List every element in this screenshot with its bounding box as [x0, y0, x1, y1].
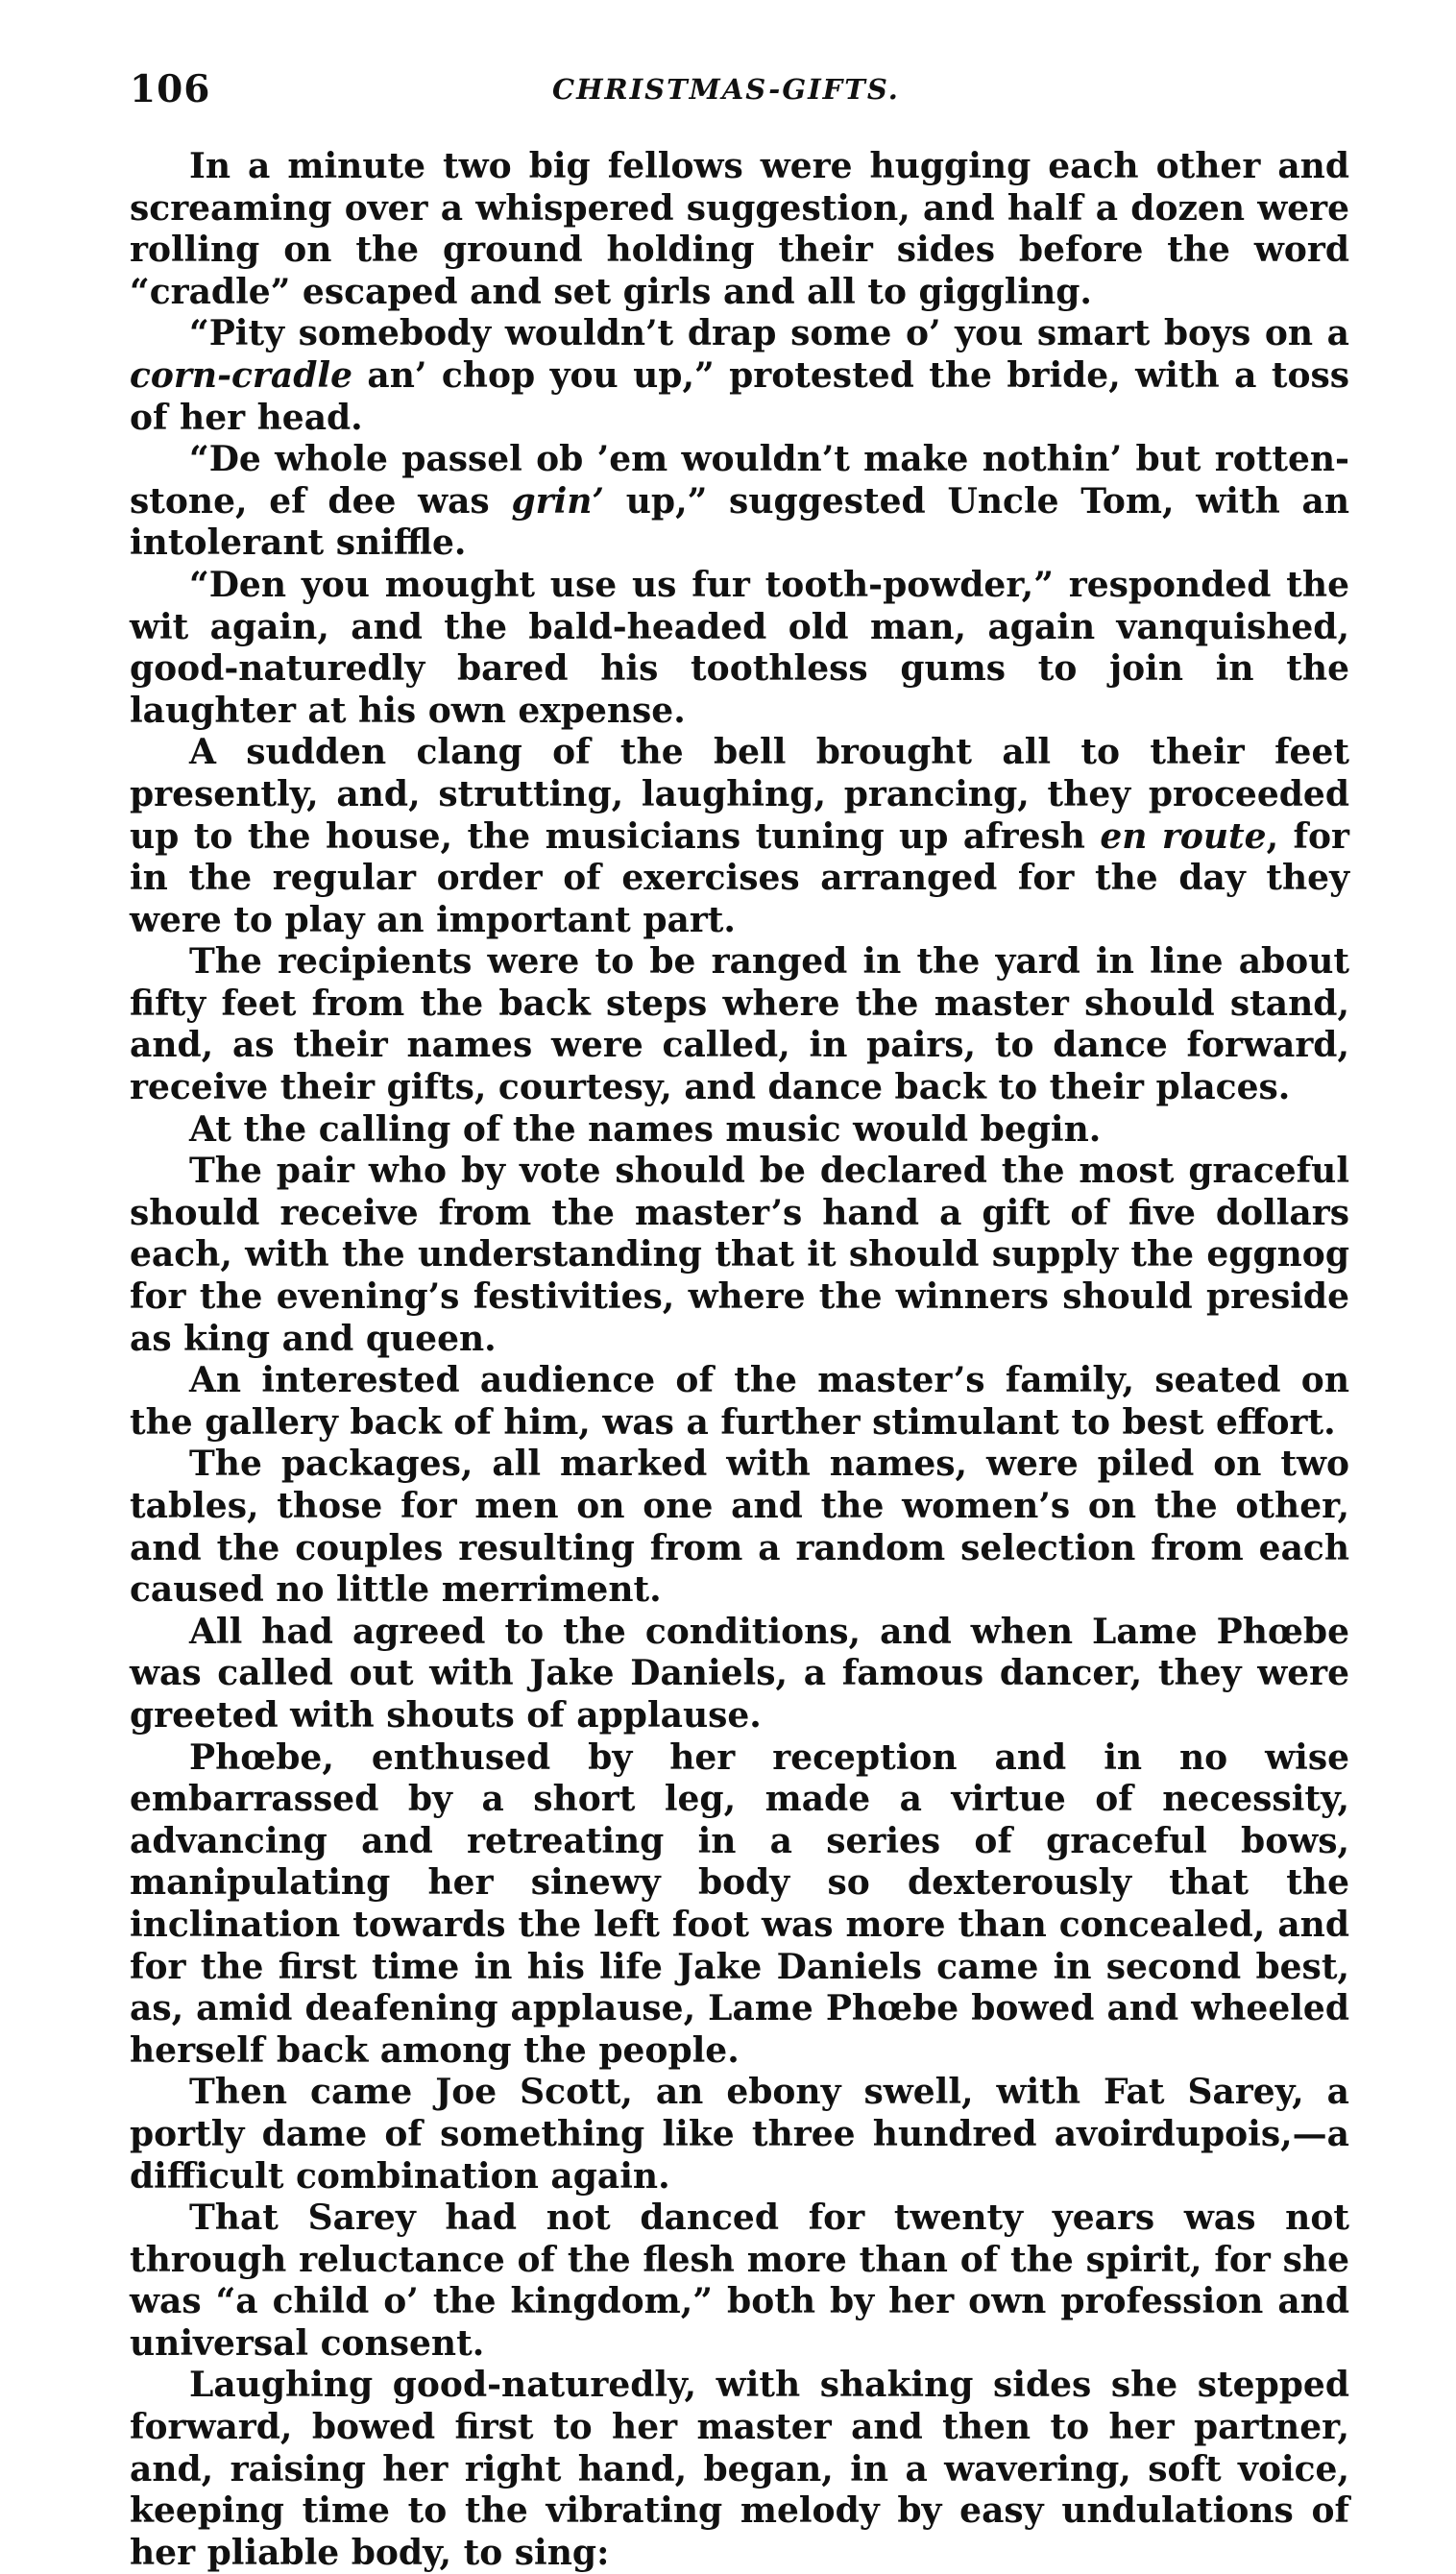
page-number: 106 — [130, 67, 211, 111]
paragraph: “De whole passel ob ’em wouldn’t make nothin’ but rotten-stone, ef dee was grin’ up,” suggested Uncle Tom, with an intolerant sniffle. — [130, 439, 1350, 564]
paragraph: The pair who by vote should be declared the most graceful should receive from the master’s hand a gift of five dollars each, with the understanding that it should supply the eggnog for the evening’s festivities, where the winners should preside as king and queen. — [130, 1151, 1349, 1359]
paragraph: A sudden clang of the bell brought all to their feet presently, and, strutting, laughing, prancing, they proceeded up to the house, the musicians tuning up afresh en route, for in the regular order of exercises arranged for the day they were to play an important part. — [130, 732, 1350, 940]
paragraph: All had agreed to the conditions, and when Lame Phœbe was called out with Jake Daniels, a famous dancer, they were greeted with shouts of applause. — [130, 1611, 1349, 1736]
paragraph: An interested audience of the master’s family, seated on the gallery back of him, was a further stimulant to best effort. — [130, 1360, 1349, 1443]
paragraph: Laughing good-naturedly, with shaking sides she stepped forward, bowed first to her master and then to her partner, and, raising her right hand, began, in a wavering, soft voice, keeping time to the vibrating melody by easy undulations of her pliable body, to sing: — [130, 2365, 1349, 2573]
paragraph: “Den you mought use us fur tooth-powder,” responded the wit again, and the bald-headed old man, again vanquished, good-naturedly bared his toothless gums to join in the laughter at his own expense. — [130, 564, 1349, 731]
paragraph: At the calling of the names music would begin. — [189, 1108, 1102, 1150]
paragraph: Then came Joe Scott, an ebony swell, with Fat Sarey, a portly dame of something like three hundred avoirdupois,—a difficult combination again. — [130, 2072, 1349, 2197]
running-head: CHRISTMAS-GIFTS. — [552, 73, 900, 106]
paragraph: In a minute two big fellows were hugging each other and screaming over a whispered suggestion, and half a dozen were rolling on the ground holding their sides before the word “cradle” escaped and set girls and all to giggling. — [130, 146, 1349, 312]
paragraph: “Pity somebody wouldn’t drap some o’ you smart boys on a corn-cradle an’ chop you up,” protested the bride, with a toss of her head. — [130, 313, 1349, 438]
paragraph: Phœbe, enthused by her reception and in no wise embarrassed by a short leg, made a virtue of necessity, advancing and retreating in a series of graceful bows, manipulating her sinewy body so dexterously that the inclination towards the left foot was more than concealed, and for the first time in his life Jake Daniels came in second best, as, amid deafening applause, Lame Phœbe bowed and wheeled herself back among the people. — [130, 1736, 1349, 2071]
paragraph: That Sarey had not danced for twenty years was not through reluctance of the flesh more than of the spirit, for she was “a child o’ the kingdom,” both by her own profession and universal consent. — [130, 2198, 1349, 2364]
paragraph: The recipients were to be ranged in the yard in line about fifty feet from the back steps where the master should stand, and, as their names were called, in pairs, to dance forward, receive their gifts, courtesy, and dance back to their places. — [130, 941, 1349, 1108]
paragraph: The packages, all marked with names, were piled on two tables, those for men on one and the women’s on the other, and the couples resulting from a random selection from each caused no little merriment. — [130, 1444, 1349, 1611]
page-header — [130, 67, 1349, 125]
body-text — [130, 146, 1349, 2574]
